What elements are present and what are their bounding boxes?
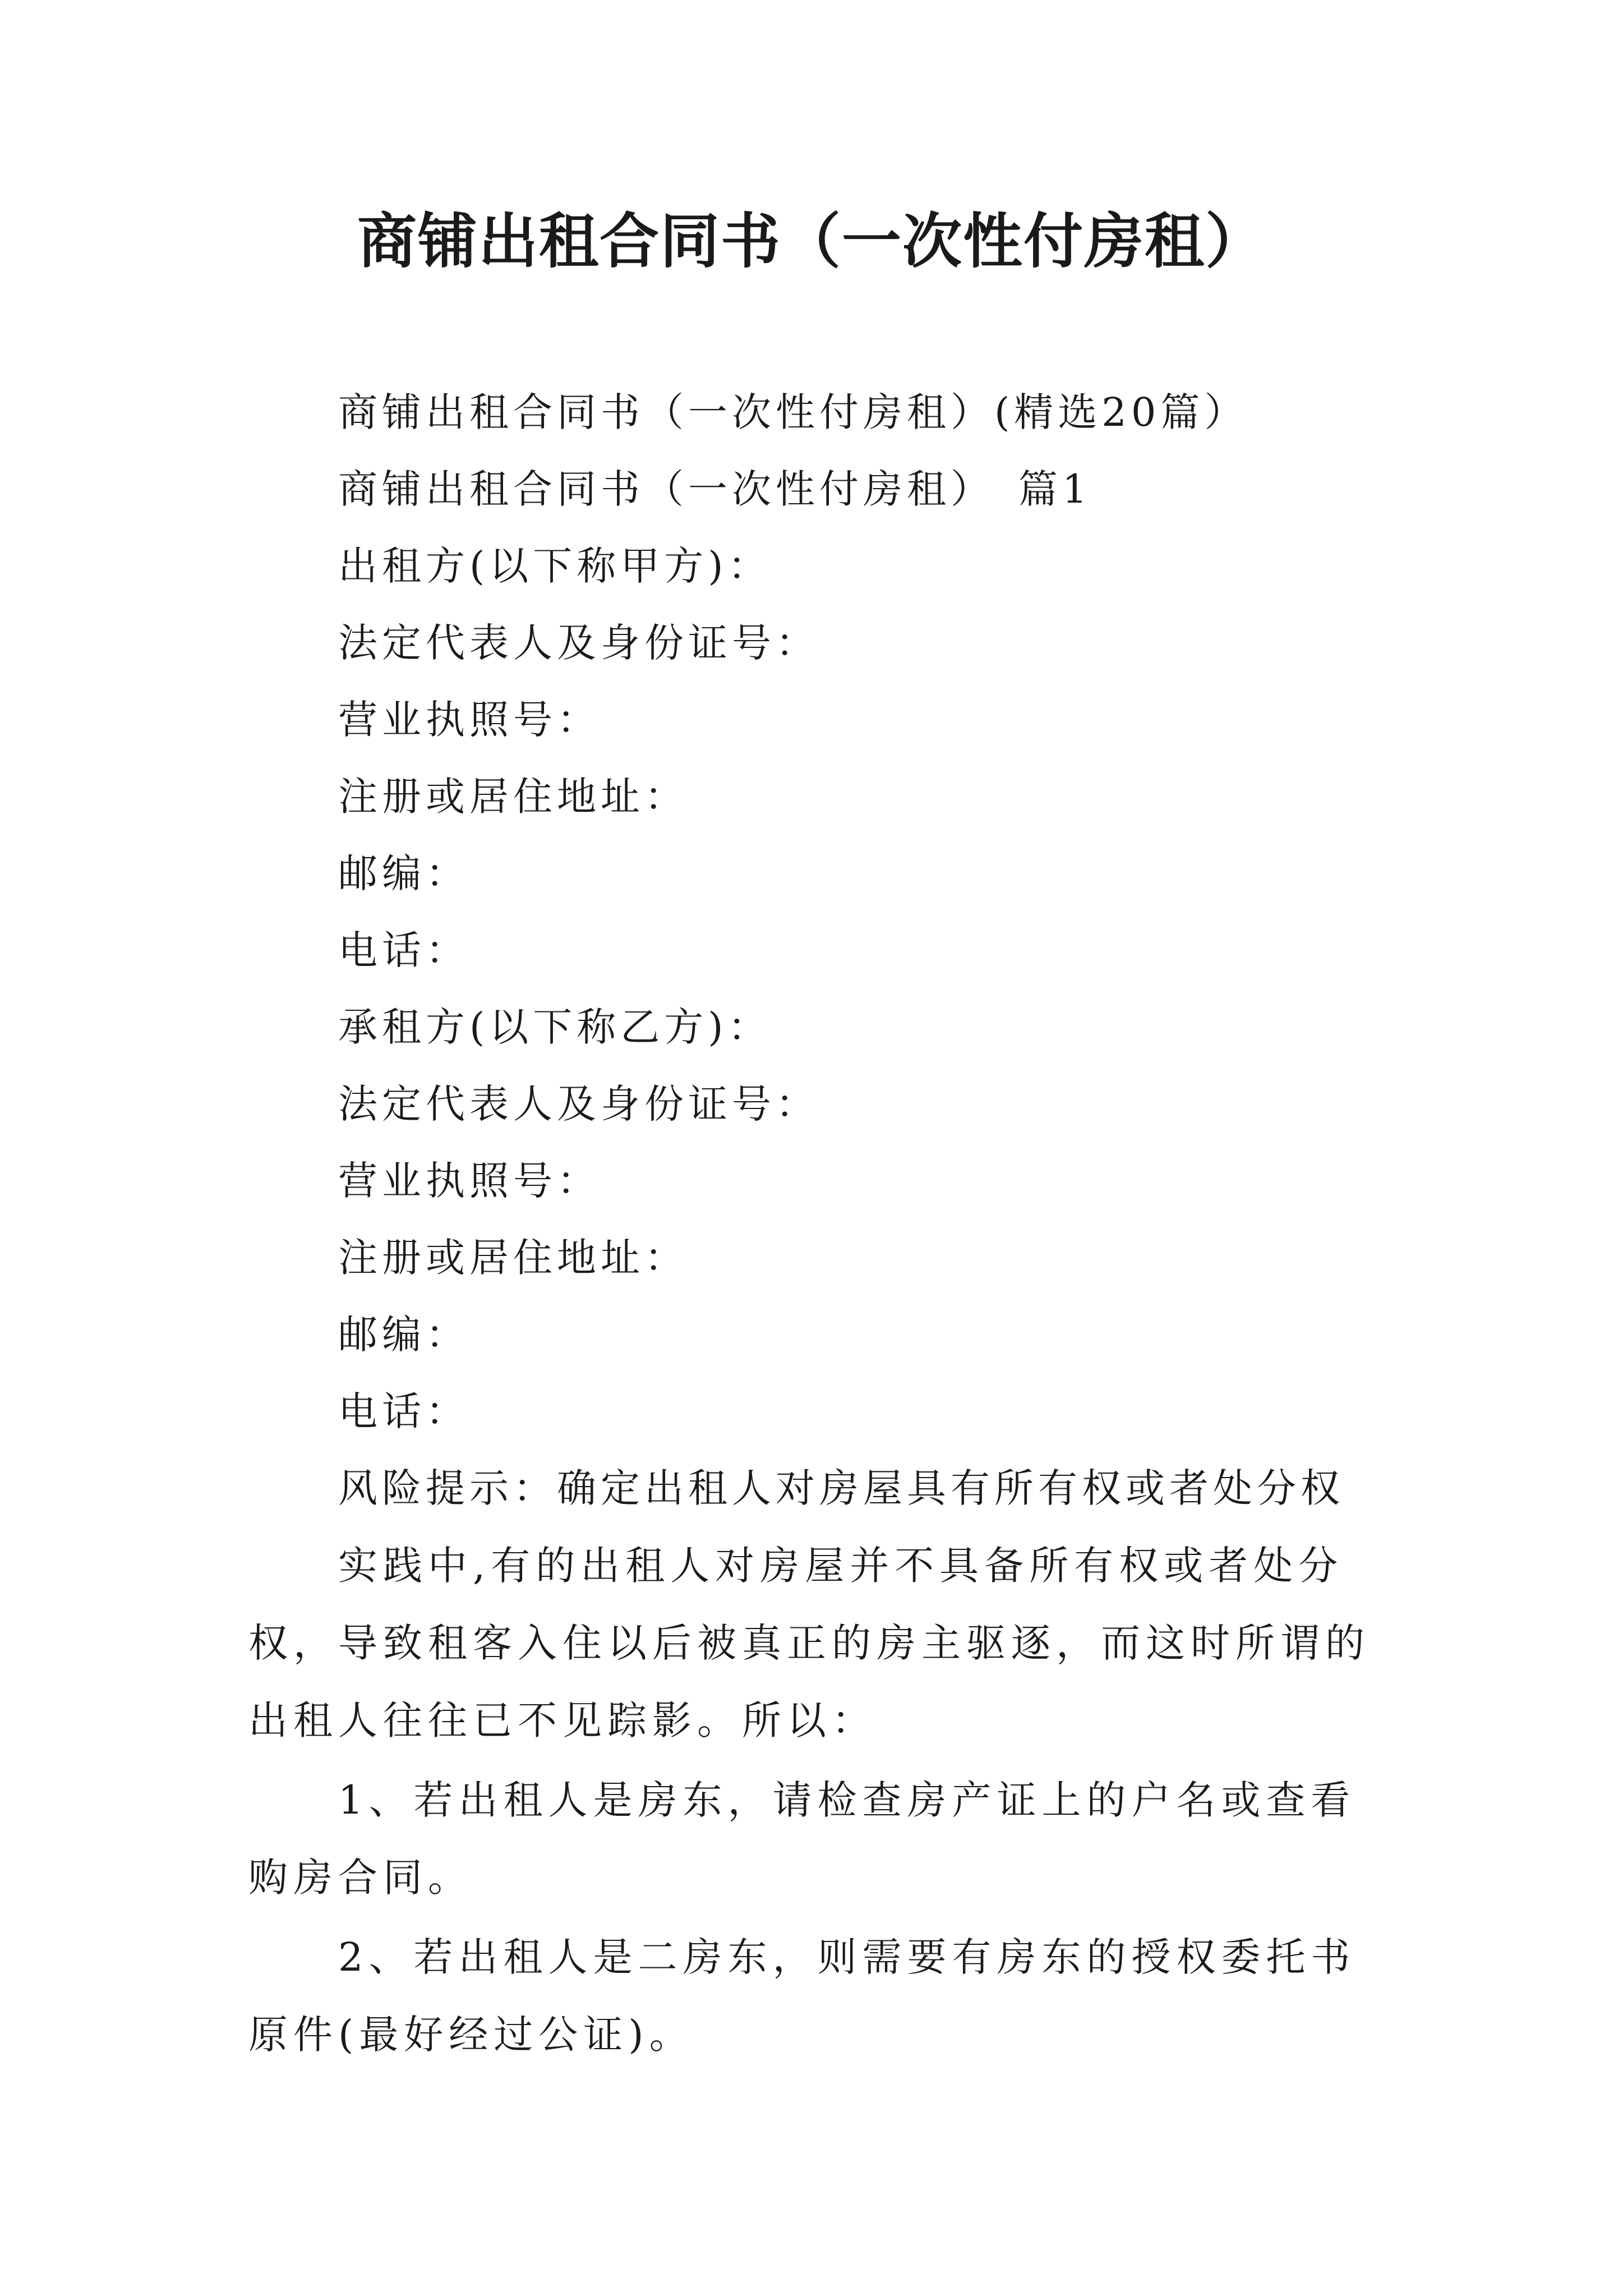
tip-paragraph-2: 2、若出租人是二房东，则需要有房东的授权委托书原件(最好经过公证)。: [248, 1934, 1356, 2058]
lessee-license-label: 营业执照号：: [338, 1158, 601, 1204]
lessee-representative-label: 法定代表人及身份证号：: [338, 1081, 819, 1127]
subtitle-line: 商铺出租合同书（一次性付房租）(精选20篇）: [338, 389, 1248, 435]
tip-paragraph-1: 1、若出租人是房东，请检查房产证上的户名或查看购房合同。: [248, 1777, 1356, 1901]
lessor-representative-label: 法定代表人及身份证号：: [338, 620, 819, 666]
lessee-address-label: 注册或居住地址：: [338, 1235, 688, 1281]
document-body: [248, 374, 1397, 2073]
lessor-license-label: 营业执照号：: [338, 697, 601, 743]
lessor-label: 出租方(以下称甲方)：: [338, 543, 772, 589]
risk-paragraph: 实践中,有的出租人对房屋并不具备所有权或者处分权，导致租客入住以后被真正的房主驱逐，而这时所谓的出租人往往已不见踪影。所以：: [248, 1543, 1370, 1743]
lessee-label: 承租方(以下称乙方)：: [338, 1004, 772, 1050]
section-heading: 商铺出租合同书（一次性付房租） 篇1: [338, 466, 1092, 512]
document-title: 商铺出租合同书（一次性付房租）: [357, 206, 1266, 276]
lessee-postcode-label: 邮编：: [338, 1312, 469, 1358]
lessor-postcode-label: 邮编：: [338, 850, 469, 896]
lessor-phone-label: 电话：: [338, 927, 469, 973]
risk-notice-line: 风险提示：确定出租人对房屋具有所有权或者处分权: [338, 1465, 1344, 1511]
lessee-phone-label: 电话：: [338, 1388, 469, 1434]
lessor-address-label: 注册或居住地址：: [338, 774, 688, 820]
